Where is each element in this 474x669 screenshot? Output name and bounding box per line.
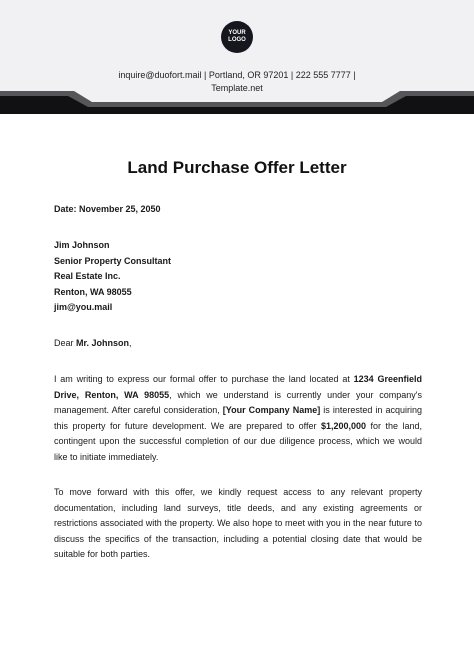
recipient-name: Jim Johnson [54,240,110,250]
header-divider-band [0,88,474,114]
contact-line-2: Template.net [211,83,263,93]
p1-text-3: is interested in acquiring this property for future development. We are prepared to offer [54,405,422,431]
paragraph-offer [54,372,422,466]
contact-line-1: inquire@duofort.mail | Portland, OR 97201 | 222 555 7777 | [118,70,356,80]
document-title: Land Purchase Offer Letter [127,158,347,177]
property-address: 1234 Greenfield Drive, Renton, WA 98055 [54,374,422,400]
recipient-block [54,238,422,316]
company-name-placeholder: [Your Company Name] [222,405,321,416]
p1-text-2: , which we understand is currently under your company's management. After careful consideration, [54,389,423,416]
logo-text-line2: LOGO [228,37,246,43]
recipient-position: Senior Property Consultant [54,255,172,266]
salutation-suffix: , [129,338,132,348]
logo-text-line1: YOUR [228,29,246,36]
p1-text-1: I am writing to express our formal offer to purchase the land located at [54,374,354,384]
letter-date: Date: November 25, 2050 [54,204,161,214]
salutation-prefix: Dear [54,338,77,348]
recipient-company: Real Estate Inc. [54,271,121,282]
salutation-name: Mr. Johnson [76,338,130,348]
p1-text-4: for the land, contingent upon the successful completion of our due diligence process, which we would like to initiate immediately. [54,420,422,462]
offer-amount: $1,200,000 [321,420,367,431]
paragraph-request: To move forward with this offer, we kindly request access to any relevant property documentation, including land surveys, title deeds, and any existing agreements or restrictions associated with the property. We also hope to meet with you in the near future to discuss the specifics of the transaction, including a potential closing date that would be suitable for both parties. [54,487,422,560]
recipient-email: jim@you.mail [54,302,113,313]
company-logo [221,21,253,53]
salutation [54,336,422,352]
recipient-city: Renton, WA 98055 [54,286,132,297]
